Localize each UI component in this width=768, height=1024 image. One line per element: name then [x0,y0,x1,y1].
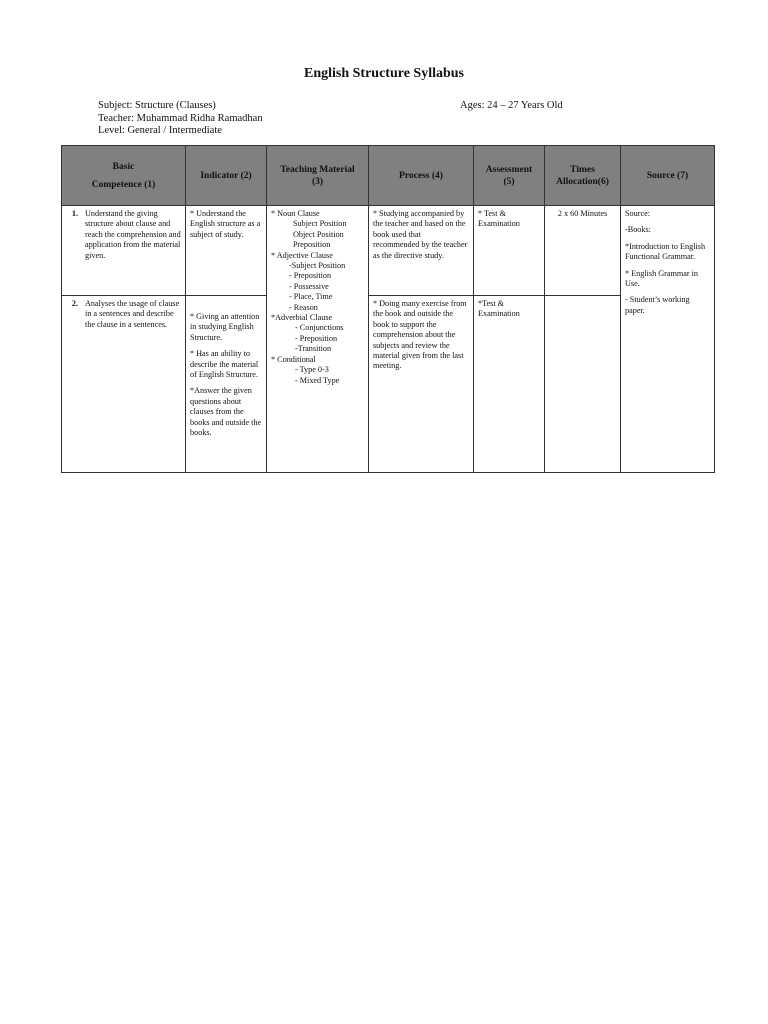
cell-times-2 [545,296,621,473]
source-line: -Books: [625,225,651,235]
level-line: Level: General / Intermediate [98,125,222,136]
indicator-line: * Has an ability to describe the material of English Structure. [190,349,259,380]
material-line: * Noun Clause [271,209,320,218]
item-number: 1. [71,209,78,218]
source-line: Source: [625,209,651,218]
meta-right [460,100,563,113]
header-times: Times Allocation(6) [545,146,621,206]
indicator-line: *Answer the given questions about clauses from the books and outside the books. [190,386,262,438]
material-line: -Subject Position [289,261,346,271]
teacher-line: Teacher: Muhammad Ridha Ramadhan [98,112,263,124]
material-line: Preposition [293,240,331,250]
header-competence: Basic Competence (1) [62,146,186,206]
material-line: - Preposition [289,271,332,281]
cell-source [621,206,715,473]
subject-line: Subject: Structure (Clauses) [98,100,216,111]
cell-assessment-1: * Test & Examination [474,206,545,296]
material-line: - Type 0-3 [295,365,329,375]
table-row [62,206,715,296]
ages-line: Ages: 24 – 27 Years Old [460,100,563,111]
meta-left [98,100,263,138]
header-row [62,146,715,206]
source-line: - Student’s working paper. [625,295,690,315]
material-line: - Mixed Type [295,375,340,385]
table-row [62,296,715,473]
material-line: - Reason [289,302,318,312]
cell-indicator-1: * Understand the English structure as a subject of study. [186,206,267,296]
cell-assessment-2: *Test & Examination [474,296,545,473]
competence-text: Understand the giving structure about clause and reach the comprehension and application from the material given. [85,209,181,260]
material-line: - Place, Time [289,292,333,302]
cell-process-2: * Doing many exercise from the book and outside the book to support the comprehension about the subjects and review the material given from the last meeting. [369,296,474,473]
source-line: * English Grammar in Use. [625,268,698,289]
indicator-line: * Giving an attention in studying English Structure. [190,312,260,342]
header-material: Teaching Material (3) [267,146,369,206]
header-process: Process (4) [369,146,474,206]
header-assessment: Assessment (5) [474,146,545,206]
material-line: - Possessive [289,281,329,291]
material-line: Subject Position [293,219,347,229]
material-line: -Transition [295,344,332,354]
material-line: Object Position [293,229,344,239]
material-line: * Adjective Clause [271,250,333,260]
cell-indicator-2 [186,296,267,473]
material-line: - Conjunctions [295,323,344,333]
material-line: *Adverbial Clause [271,313,333,323]
cell-times-1: 2 x 60 Minutes [545,206,621,296]
item-number: 2. [71,299,78,308]
cell-process-1: * Studying accompanied by the teacher and based on the book used that recommended by the teacher as the directive study. [369,206,474,296]
header-source: Source (7) [621,146,715,206]
competence-text: Analyses the usage of clause in a sentences and describe the clause in a sentences. [85,299,180,329]
cell-competence-2 [62,296,186,473]
cell-competence-1 [62,206,186,296]
material-line: - Preposition [295,333,338,343]
header-indicator: Indicator (2) [186,146,267,206]
document-title: English Structure Syllabus [303,66,464,81]
syllabus-table [61,145,715,473]
material-line: * Conditional [271,354,316,364]
cell-teaching-material [267,206,369,473]
source-line: *Introduction to English Functional Grammar. [625,241,706,262]
